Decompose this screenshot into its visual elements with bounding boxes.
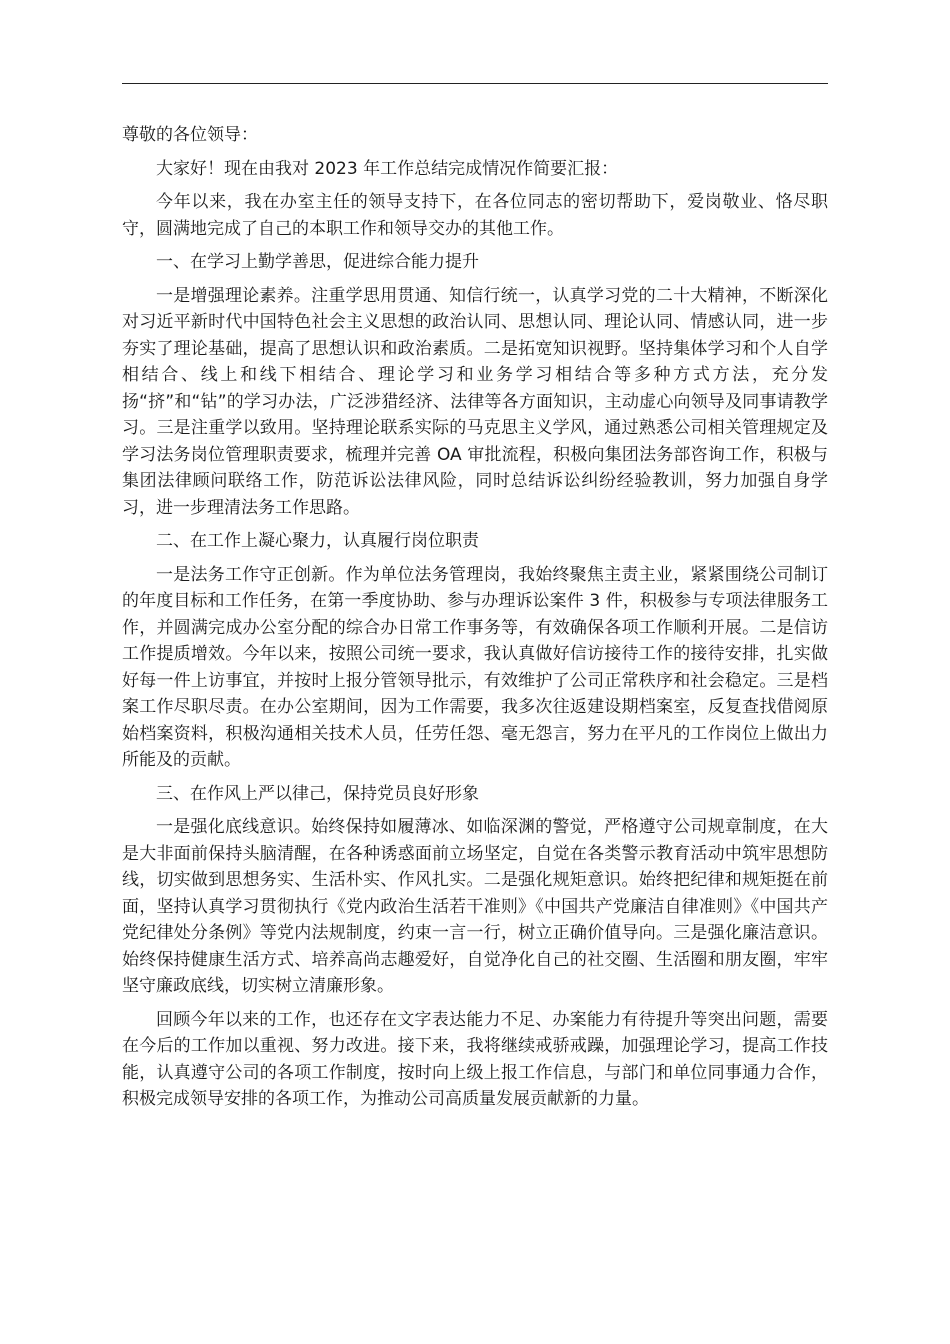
closing-paragraph: 回顾今年以来的工作，也还存在文字表达能力不足、办案能力有待提升等突出问题，需要在今后的工作加以重视、努力改进。接下来，我将继续戒骄戒躁，加强理论学习，提高工作技能，认真遵守公司的各项工作制度，按时向上级上报工作信息，与部门和单位同事通力合作，积极完成领导安排的各项工作，为推动公司高质量发展贡献新的力量。 — [122, 1009, 828, 1109]
section-heading-work: 二、在工作上凝心聚力，认真履行岗位职责 — [156, 531, 479, 551]
section-body-work: 一是法务工作守正创新。作为单位法务管理岗，我始终聚焦主责主业，紧紧围绕公司制订的年度目标和工作任务，在第一季度协助、参与办理诉讼案件 3 件，积极参与专项法律服务工作，并圆满完成办公室分配的综合办日常工作事务等，有效确保各项工作顺利开展。二是信访工作提质增效。今年以来，按照公司统一要求，我认真做好信访接待工作的接待安排，扎实做好每一件上访事宜，并按时上报分管领导批示，有效维护了公司正常秩序和社会稳定。三是档案工作尽职尽责。在办公室期间，因为工作需要，我多次往返建设期档案室，反复查找借阅原始档案资料，积极沟通相关技术人员，任劳任怨、毫无怨言，努力在平凡的工作岗位上做出力所能及的贡献。 — [122, 564, 828, 770]
section-body-study: 一是增强理论素养。注重学思用贯通、知信行统一，认真学习党的二十大精神，不断深化对习近平新时代中国特色社会主义思想的政治认同、思想认同、理论认同、情感认同，进一步夯实了理论基础，提高了思想认识和政治素质。二是拓宽知识视野。坚持集体学习和个人自学相结合、线上和线下相结合、理论学习和业务学习相结合等多种方式方法，充分发扬“挤”和“钻”的学习办法，广泛涉猎经济、法律等各方面知识，主动虚心向领导及同事请教学习。三是注重学以致用。坚持理论联系实际的马克思主义学风，通过熟悉公司相关管理规定及学习法务岗位管理职责要求，梳理并完善 OA 审批流程，积极向集团法务部咨询工作，积极与集团法律顾问联络工作，防范诉讼法律风险，同时总结诉讼纠纷经验教训，努力加强自身学习，进一步理清法务工作思路。 — [122, 285, 828, 518]
section-body-conduct: 一是强化底线意识。始终保持如履薄冰、如临深渊的警觉，严格遵守公司规章制度，在大是大非面前保持头脑清醒，在各种诱惑面前立场坚定，自觉在各类警示教育活动中筑牢思想防线，切实做到思想务实、生活朴实、作风扎实。二是强化规矩意识。始终把纪律和规矩挺在前面，坚持认真学习贯彻执行《党内政治生活若干准则》《中国共产党廉洁自律准则》《中国共产党纪律处分条例》等党内法规制度，约束一言一行，树立正确价值导向。三是强化廉洁意识。始终保持健康生活方式、培养高尚志趣爱好，自觉净化自己的社交圈、生活圈和朋友圈，牢牢坚守廉政底线，切实树立清廉形象。 — [122, 817, 828, 996]
salutation: 尊敬的各位领导： — [122, 125, 258, 145]
header-rule — [122, 83, 828, 84]
document-body — [122, 122, 828, 1120]
opening-paragraph: 大家好！现在由我对 2023 年工作总结完成情况作简要汇报： — [156, 158, 619, 179]
intro-paragraph: 今年以来，我在办室主任的领导支持下，在各位同志的密切帮助下，爱岗敬业、恪尽职守，圆满地完成了自己的本职工作和领导交办的其他工作。 — [122, 192, 828, 239]
section-heading-conduct: 三、在作风上严以律己，保持党员良好形象 — [156, 783, 479, 804]
section-heading-study: 一、在学习上勤学善思，促进综合能力提升 — [156, 252, 479, 272]
